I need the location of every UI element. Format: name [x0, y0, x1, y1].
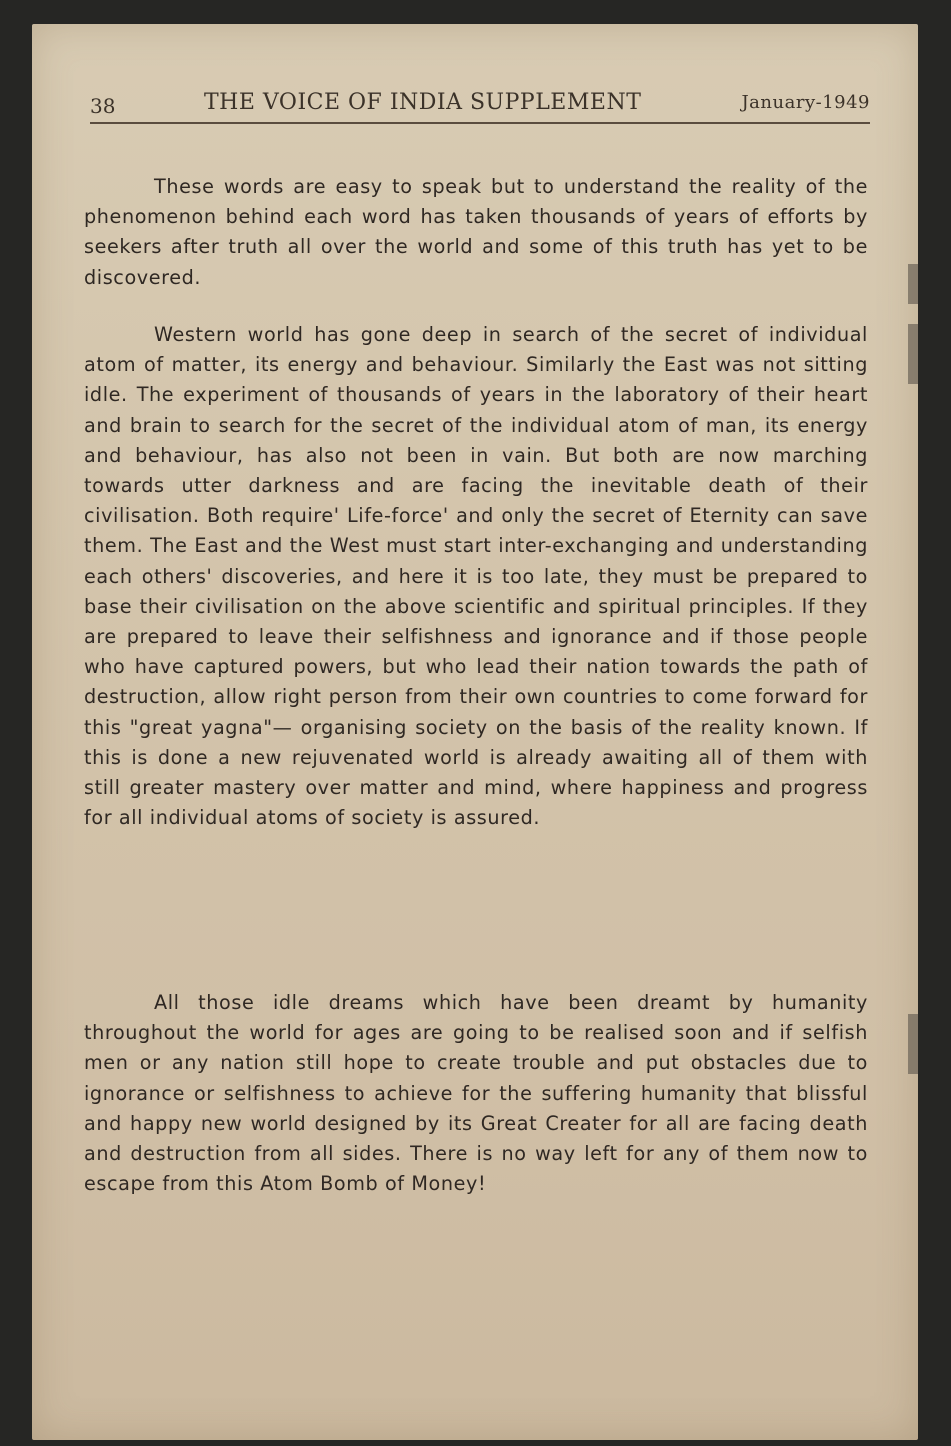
page-number: 38 [90, 94, 116, 118]
paragraph-2: Western world has gone deep in search of the secret of individual atom of matter, its energy and behaviour. Similarly the East was not sitting idle. The experiment of thousands of years in the laboratory of their heart and brain to search for the secret of the individual atom of man, its energy and behaviour, has also not been in vain. But both are now marching towards utter darkness and are facing the inevitable death of their civilisation. Both require' Life-force' and only the secret of Eternity can save them. The East and the West must start inter-exchanging and understanding each others' discoveries, and here it is too late, they must be prepared to base their civilisation on the above scientific and spiritual principles. If they are prepared to leave their selfishness and ignorance and if those people who have captured powers, but who lead their nation towards the path of destruction, allow right person from their own countries to come forward for this "great yagna"— organising society on the basis of the reality known. If this is done a new rejuvenated world is already awaiting all of them with still greater mastery over matter and mind, where happiness and progress for all individual atoms of society is assured. [84, 323, 868, 830]
issue-date: January-1949 [741, 92, 870, 113]
header-rule [90, 122, 870, 124]
binding-mark [908, 264, 918, 304]
binding-mark [908, 1014, 918, 1074]
page-header [90, 90, 870, 120]
binding-mark [908, 324, 918, 384]
running-title: THE VOICE OF INDIA SUPPLEMENT [204, 90, 642, 115]
paragraph-1: These words are easy to speak but to understand the reality of the phenomenon behind each word has taken thousands of years of efforts by seekers after truth all over the world and some of this truth has yet to be discovered. [84, 175, 868, 289]
document-page [32, 24, 918, 1440]
paragraph-3: All those idle dreams which have been dreamt by humanity throughout the world for ages are going to be realised soon and if selfish men or any nation still hope to create trouble and put obstacles due to ignorance or selfishness to achieve for the suffering humanity that blissful and happy new world designed by its Great Creater for all are facing death and destruction from all sides. There is no way left for any of them now to escape from this Atom Bomb of Money! [84, 991, 868, 1196]
